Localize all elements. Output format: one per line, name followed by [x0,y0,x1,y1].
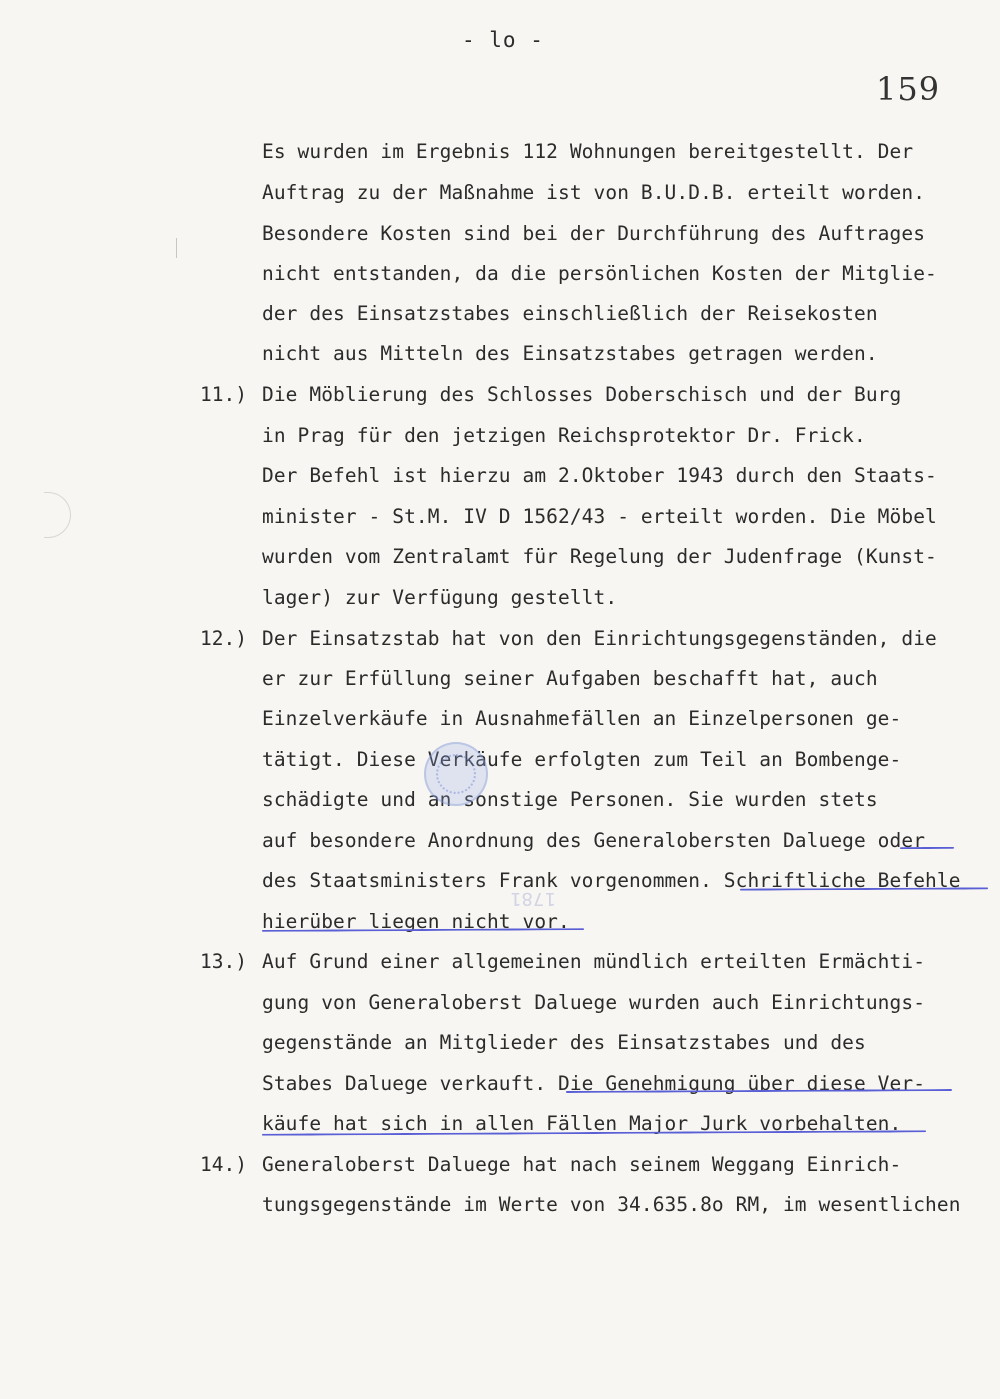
text-line: lager) zur Verfügung gestellt. [262,586,618,609]
text-line: Stabes Daluege verkauft. Die Genehmigung über diese Ver- [262,1072,926,1095]
text-line: gung von Generaloberst Daluege wurden auch Einrichtungs- [262,991,926,1014]
text-line: nicht entstanden, da die persönlichen Kosten der Mitglie- [262,262,937,285]
margin-tick [176,238,177,258]
page-number: - lo - [462,28,544,52]
text-line: nicht aus Mitteln des Einsatzstabes getragen werden. [262,342,878,365]
item-number: 13.) [200,950,247,973]
text-line: tätigt. Diese Verkäufe erfolgten zum Teil an Bombenge- [262,748,902,771]
faint-bleedthrough-mark: 1781 [510,888,556,909]
text-line: in Prag für den jetzigen Reichsprotektor Dr. Frick. [262,424,866,447]
text-line: minister - St.M. IV D 1562/43 - erteilt worden. Die Möbel [262,505,937,528]
text-line: schädigte und an sonstige Personen. Sie wurden stets [262,788,878,811]
text-line: käufe hat sich in allen Fällen Major Jurk vorbehalten. [262,1112,902,1135]
text-line: Es wurden im Ergebnis 112 Wohnungen bereitgestellt. Der [262,140,914,163]
punch-hole-icon [44,492,71,538]
archive-stamp-icon [424,742,488,806]
pencil-underline [900,847,954,849]
text-line: er zur Erfüllung seiner Aufgaben beschafft hat, auch [262,667,878,690]
archive-number: 159 [876,70,941,108]
text-line: wurden vom Zentralamt für Regelung der Judenfrage (Kunst- [262,545,937,568]
text-line: gegenstände an Mitglieder des Einsatzstabes und des [262,1031,866,1054]
text-line: Der Befehl ist hierzu am 2.Oktober 1943 durch den Staats- [262,464,937,487]
text-line: Besondere Kosten sind bei der Durchführung des Auftrages [262,222,926,245]
text-line: tungsgegenstände im Werte von 34.635.8o RM, im wesentlichen [262,1193,961,1216]
text-line: des Staatsministers Frank vorgenommen. Schriftliche Befehle [262,869,961,892]
text-line: Generaloberst Daluege hat nach seinem Weggang Einrich- [262,1153,902,1176]
text-line: Auf Grund einer allgemeinen mündlich erteilten Ermächti- [262,950,926,973]
text-line: Die Möblierung des Schlosses Doberschisch und der Burg [262,383,902,406]
text-line: der des Einsatzstabes einschließlich der Reisekosten [262,302,878,325]
item-number: 11.) [200,383,247,406]
text-line: Einzelverkäufe in Ausnahmefällen an Einzelpersonen ge- [262,707,902,730]
text-line: hierüber liegen nicht vor. [262,910,570,933]
text-line: Auftrag zu der Maßnahme ist von B.U.D.B. erteilt worden. [262,181,926,204]
item-number: 14.) [200,1153,247,1176]
text-line: auf besondere Anordnung des Generalobersten Daluege oder [262,829,926,852]
text-line: Der Einsatzstab hat von den Einrichtungsgegenständen, die [262,627,937,650]
item-number: 12.) [200,627,247,650]
